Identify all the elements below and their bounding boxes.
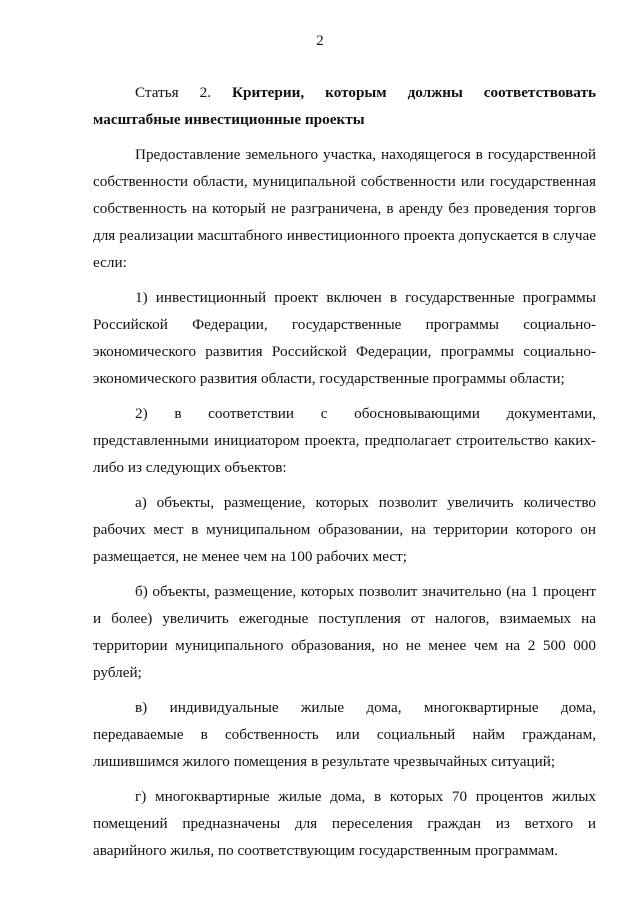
paragraph-item-g: г) многоквартирные жилые дома, в которых 70 процентов жилых помещений предназначены для переселения граждан из ветхого и аварийного жилья, по соответствующим государственным программам. — [93, 788, 596, 859]
paragraph-item-a: а) объекты, размещение, которых позволит увеличить количество рабочих мест в муниципальном образовании, на территории которого он размещается, не менее чем на 100 рабочих мест; — [93, 494, 596, 565]
paragraph-item-b: б) объекты, размещение, которых позволит значительно (на 1 процент и более) увеличить ежегодные поступления от налогов, взимаемых на территории муниципального образования, но не менее чем на 2 500 000 рублей; — [93, 583, 596, 681]
article-heading — [93, 79, 596, 133]
paragraph-item-v: в) индивидуальные жилые дома, многоквартирные дома, передаваемые в собственность или социальный найм гражданам, лишившимся жилого помещения в результате чрезвычайных ситуаций; — [93, 699, 596, 770]
paragraph-item-2: 2) в соответствии с обосновывающими документами, представленными инициатором проекта, предполагает строительство каких-либо из следующих объектов: — [93, 405, 596, 476]
paragraph-item-1: 1) инвестиционный проект включен в государственные программы Российской Федерации, государственные программы социально-экономического развития Российской Федерации, программы социально-экономического развития области, государственные программы области; — [93, 289, 596, 387]
document-body — [93, 79, 596, 864]
page-number: 2 — [316, 33, 324, 49]
article-prefix: Статья 2. — [135, 84, 233, 101]
paragraph-intro: Предоставление земельного участка, находящегося в государственной собственности области, муниципальной собственности или государственная собственность на который не разграничена, в аренду без проведения торгов для реализации масштабного инвестиционного проекта допускается в случае если: — [93, 146, 596, 271]
article-title: Критерии, которым должны соответствовать масштабные инвестиционные проекты — [93, 84, 596, 128]
